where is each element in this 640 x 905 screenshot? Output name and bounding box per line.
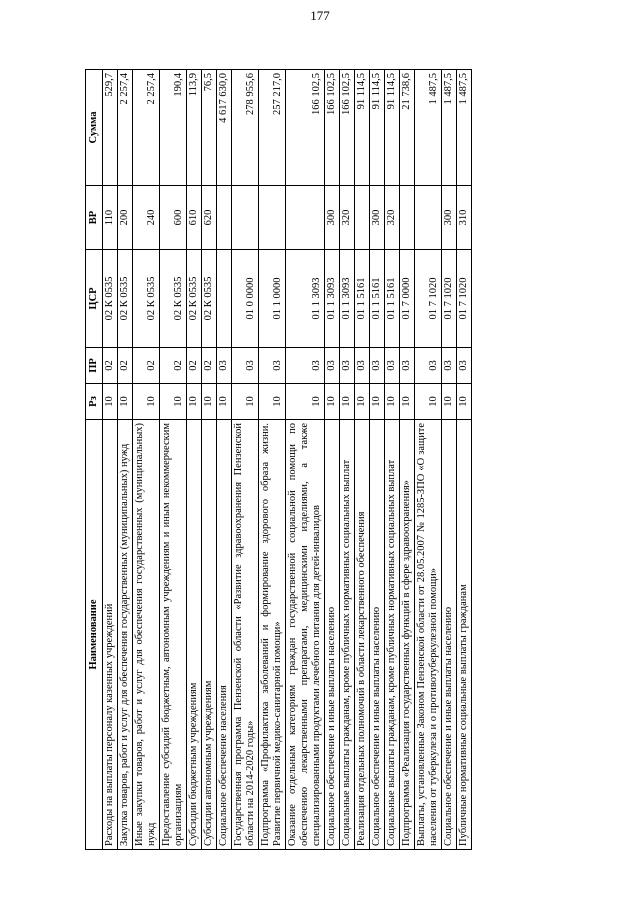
header-row [86, 70, 103, 850]
cell-name: Предоставление субсидий бюджетным, автономным учреждениям и иным некоммерческим организациям [160, 420, 187, 850]
cell-name: Подпрограмма «Профилактика заболеваний и формирование здорового образа жизни. Развитие первичной медико-санитарной помощи» [259, 420, 286, 850]
cell-rz: 10 [118, 384, 133, 420]
cell-rz: 10 [133, 384, 160, 420]
cell-pr: 02 [187, 348, 202, 384]
cell-csr: 01 0 0000 [232, 250, 259, 348]
budget-table [85, 69, 472, 850]
budget-table-container [85, 70, 545, 850]
cell-sum: 529,7 [103, 70, 118, 186]
cell-rz: 10 [259, 384, 286, 420]
table-row [103, 70, 118, 850]
cell-sum: 91 114,5 [385, 70, 400, 186]
cell-sum: 1 487,5 [457, 70, 472, 186]
cell-rz: 10 [325, 384, 340, 420]
cell-pr: 03 [259, 348, 286, 384]
table-row [202, 70, 217, 850]
cell-vr [415, 186, 442, 250]
cell-pr: 02 [160, 348, 187, 384]
cell-vr [400, 186, 415, 250]
cell-csr [217, 250, 232, 348]
cell-pr: 03 [442, 348, 457, 384]
cell-csr: 02 К 0535 [103, 250, 118, 348]
table-row [355, 70, 370, 850]
cell-pr: 03 [355, 348, 370, 384]
cell-name: Выплаты, установленные Законом Пензенской области от 28.05.2007 № 1285-ЗПО «О защите населения от туберкулеза и о противотуберкулезной помощи» [415, 420, 442, 850]
cell-vr: 300 [370, 186, 385, 250]
cell-csr: 01 1 5161 [355, 250, 370, 348]
cell-pr: 03 [232, 348, 259, 384]
cell-sum: 2 257,4 [133, 70, 160, 186]
table-row [187, 70, 202, 850]
cell-csr: 01 1 5161 [370, 250, 385, 348]
table-row [457, 70, 472, 850]
cell-pr: 02 [103, 348, 118, 384]
cell-rz: 10 [385, 384, 400, 420]
cell-name: Социальное обеспечение и иные выплаты населению [325, 420, 340, 850]
cell-rz: 10 [160, 384, 187, 420]
cell-rz: 10 [202, 384, 217, 420]
cell-name: Социальное обеспечение населения [217, 420, 232, 850]
cell-csr: 02 К 0535 [202, 250, 217, 348]
cell-rz: 10 [415, 384, 442, 420]
cell-vr: 600 [160, 186, 187, 250]
cell-vr: 320 [385, 186, 400, 250]
table-row [232, 70, 259, 850]
cell-csr: 02 К 0535 [160, 250, 187, 348]
cell-name: Социальные выплаты гражданам, кроме публичных нормативных социальных выплат [340, 420, 355, 850]
cell-pr: 03 [415, 348, 442, 384]
cell-csr: 02 К 0535 [118, 250, 133, 348]
table-row [370, 70, 385, 850]
cell-pr: 03 [385, 348, 400, 384]
cell-vr [259, 186, 286, 250]
cell-name: Социальные выплаты гражданам, кроме публичных нормативных социальных выплат [385, 420, 400, 850]
cell-csr: 02 К 0535 [133, 250, 160, 348]
table-row [259, 70, 286, 850]
cell-sum: 1 487,5 [442, 70, 457, 186]
table-row [415, 70, 442, 850]
table-row [340, 70, 355, 850]
cell-pr: 02 [118, 348, 133, 384]
cell-name: Иные закупки товаров, работ и услуг для обеспечения государственных (муниципальных) нужд [133, 420, 160, 850]
header-name: Наименование [86, 420, 103, 850]
table-row [325, 70, 340, 850]
cell-rz: 10 [370, 384, 385, 420]
cell-sum: 113,9 [187, 70, 202, 186]
cell-vr: 610 [187, 186, 202, 250]
cell-pr: 03 [457, 348, 472, 384]
cell-pr: 03 [286, 348, 325, 384]
cell-csr: 01 7 0000 [400, 250, 415, 348]
cell-name: Расходы на выплаты персоналу казенных учреждений [103, 420, 118, 850]
cell-rz: 10 [187, 384, 202, 420]
cell-rz: 10 [457, 384, 472, 420]
cell-pr: 03 [217, 348, 232, 384]
cell-sum: 4 617 630,0 [217, 70, 232, 186]
cell-vr: 320 [340, 186, 355, 250]
cell-csr: 01 1 3093 [340, 250, 355, 348]
table-row [118, 70, 133, 850]
cell-name: Реализация отдельных полномочий в области лекарственного обеспечения [355, 420, 370, 850]
cell-sum: 76,5 [202, 70, 217, 186]
cell-vr: 110 [103, 186, 118, 250]
cell-csr: 01 7 1020 [415, 250, 442, 348]
cell-csr: 01 1 3093 [325, 250, 340, 348]
table-row [160, 70, 187, 850]
cell-sum: 278 955,6 [232, 70, 259, 186]
cell-pr: 03 [400, 348, 415, 384]
cell-vr: 200 [118, 186, 133, 250]
cell-name: Социальное обеспечение и иные выплаты населению [370, 420, 385, 850]
cell-vr: 300 [325, 186, 340, 250]
cell-name: Публичные нормативные социальные выплаты гражданам [457, 420, 472, 850]
cell-csr: 01 1 3093 [286, 250, 325, 348]
cell-sum: 166 102,5 [286, 70, 325, 186]
cell-vr [217, 186, 232, 250]
table-row [217, 70, 232, 850]
cell-vr: 310 [457, 186, 472, 250]
cell-rz: 10 [103, 384, 118, 420]
header-pr: ПР [86, 348, 103, 384]
table-row [385, 70, 400, 850]
header-vr: ВР [86, 186, 103, 250]
cell-csr: 01 7 1020 [457, 250, 472, 348]
cell-name: Государственная программа Пензенской области «Развитие здравоохранения Пензенской области на 2014-2020 годы» [232, 420, 259, 850]
cell-name: Закупка товаров, работ и услуг для обеспечения государственных (муниципальных) нужд [118, 420, 133, 850]
cell-sum: 21 738,6 [400, 70, 415, 186]
page-number: 177 [310, 8, 330, 23]
cell-vr [355, 186, 370, 250]
cell-vr: 620 [202, 186, 217, 250]
cell-rz: 10 [340, 384, 355, 420]
table-row [286, 70, 325, 850]
cell-rz: 10 [355, 384, 370, 420]
cell-pr: 03 [340, 348, 355, 384]
table-row [400, 70, 415, 850]
table-row [133, 70, 160, 850]
cell-name: Оказание отдельным категориям граждан государственной социальной помощи по обеспечению лекарственными препаратами, медицинскими изделиями, а также специализированными продуктами лечебного питания для детей-инвалидов [286, 420, 325, 850]
cell-sum: 166 102,5 [325, 70, 340, 186]
cell-sum: 91 114,5 [370, 70, 385, 186]
cell-name: Социальное обеспечение и иные выплаты населению [442, 420, 457, 850]
header-rz: Рз [86, 384, 103, 420]
cell-vr [286, 186, 325, 250]
cell-pr: 02 [133, 348, 160, 384]
cell-sum: 257 217,0 [259, 70, 286, 186]
cell-name: Подпрограмма «Реализация государственных функций в сфере здравоохранения» [400, 420, 415, 850]
header-csr: ЦСР [86, 250, 103, 348]
cell-vr [232, 186, 259, 250]
cell-rz: 10 [400, 384, 415, 420]
cell-vr: 240 [133, 186, 160, 250]
cell-rz: 10 [442, 384, 457, 420]
cell-sum: 2 257,4 [118, 70, 133, 186]
cell-name: Субсидии бюджетным учреждениям [187, 420, 202, 850]
cell-csr: 01 1 5161 [385, 250, 400, 348]
cell-pr: 03 [325, 348, 340, 384]
cell-sum: 190,4 [160, 70, 187, 186]
header-sum: Сумма [86, 70, 103, 186]
cell-pr: 02 [202, 348, 217, 384]
cell-csr: 02 К 0535 [187, 250, 202, 348]
cell-csr: 01 7 1020 [442, 250, 457, 348]
cell-sum: 1 487,5 [415, 70, 442, 186]
table-row [442, 70, 457, 850]
cell-rz: 10 [286, 384, 325, 420]
cell-sum: 91 114,5 [355, 70, 370, 186]
cell-name: Субсидии автономным учреждениям [202, 420, 217, 850]
cell-sum: 166 102,5 [340, 70, 355, 186]
cell-pr: 03 [370, 348, 385, 384]
cell-rz: 10 [232, 384, 259, 420]
cell-vr: 300 [442, 186, 457, 250]
cell-csr: 01 1 0000 [259, 250, 286, 348]
cell-rz: 10 [217, 384, 232, 420]
